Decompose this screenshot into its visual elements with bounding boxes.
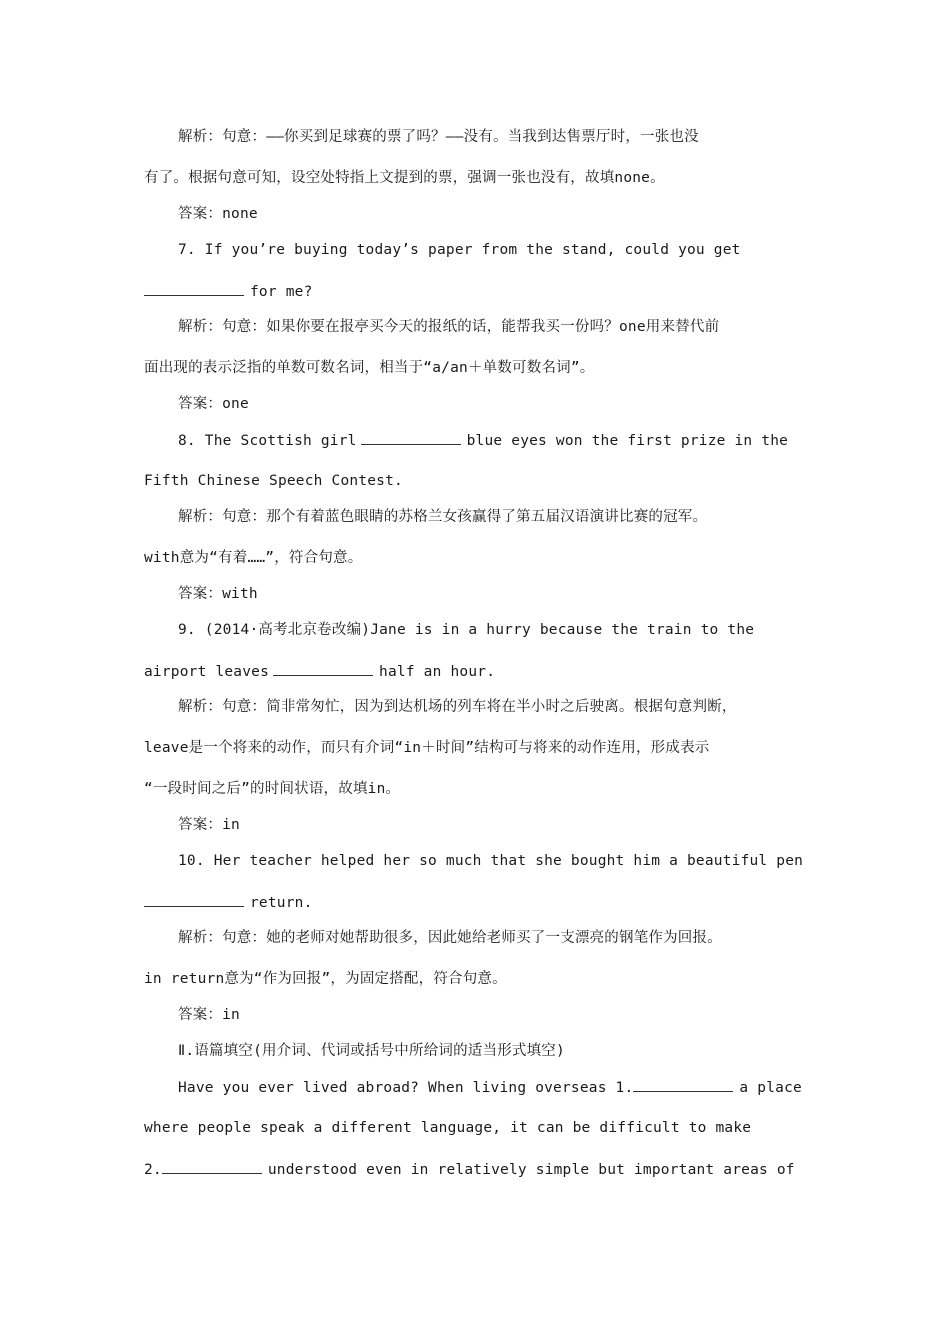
passage-line-2: where people speak a different language, it can be difficult to make xyxy=(144,1120,752,1136)
analysis-9-line-1: 解析：句意：简非常匆忙，因为到达机场的列车将在半小时之后驶离。根据句意判断， xyxy=(178,699,737,715)
passage-line-1 xyxy=(178,1077,802,1098)
answer-blank[interactable] xyxy=(144,281,244,296)
question-7-line-1: 7. If you’re buying today’s paper from the stand, could you get xyxy=(178,242,741,258)
answer-blank[interactable] xyxy=(361,430,461,445)
analysis-8-line-2: with意为“有着……”，符合句意。 xyxy=(144,550,363,566)
question-10-line-1: 10. Her teacher helped her so much that she bought him a beautiful pen xyxy=(178,853,804,869)
analysis-10-line-2: in return意为“作为回报”，为固定搭配，符合句意。 xyxy=(144,971,507,987)
answer-7: 答案：one xyxy=(178,396,249,412)
analysis-8-line-1: 解析：句意：那个有着蓝色眼睛的苏格兰女孩赢得了第五届汉语演讲比赛的冠军。 xyxy=(178,509,708,525)
passage-text-post: a place xyxy=(739,1080,802,1096)
passage-line-3 xyxy=(144,1159,795,1180)
question-8-line-2: Fifth Chinese Speech Contest. xyxy=(144,473,403,489)
answer-blank[interactable] xyxy=(633,1077,733,1092)
question-9-text-pre: airport leaves xyxy=(144,664,270,680)
question-8-line-1 xyxy=(178,430,788,451)
question-9-text-post: half an hour. xyxy=(379,664,496,680)
analysis-6-line-2: 有了。根据句意可知，设空处特指上文提到的票，强调一张也没有，故填none。 xyxy=(144,170,665,186)
question-8-text-pre: 8. The Scottish girl xyxy=(178,433,357,449)
question-9-line-1: 9. (2014·高考北京卷改编)Jane is in a hurry because the train to the xyxy=(178,622,755,638)
answer-8: 答案：with xyxy=(178,586,258,602)
question-9-line-2 xyxy=(144,661,495,682)
analysis-7-line-1: 解析：句意：如果你要在报亭买今天的报纸的话，能帮我买一份吗？one用来替代前 xyxy=(178,319,720,335)
question-10-text: return. xyxy=(250,895,313,911)
analysis-7-line-2: 面出现的表示泛指的单数可数名词，相当于“a/an＋单数可数名词”。 xyxy=(144,360,595,376)
passage-text-pre: Have you ever lived abroad? When living overseas 1. xyxy=(178,1080,634,1096)
question-7-text: for me? xyxy=(250,284,313,300)
answer-blank[interactable] xyxy=(273,661,373,676)
answer-6: 答案：none xyxy=(178,206,258,222)
analysis-9-line-2: leave是一个将来的动作，而只有介词“in＋时间”结构可与将来的动作连用，形成表示 xyxy=(144,740,710,756)
answer-blank[interactable] xyxy=(144,892,244,907)
answer-blank[interactable] xyxy=(162,1159,262,1174)
section-2-heading: Ⅱ.语篇填空(用介词、代词或括号中所给词的适当形式填空) xyxy=(178,1043,565,1059)
question-7-line-2 xyxy=(144,281,313,302)
passage-blank-number: 2. xyxy=(144,1162,162,1178)
answer-10: 答案：in xyxy=(178,1007,240,1023)
question-10-line-2 xyxy=(144,892,313,913)
analysis-10-line-1: 解析：句意：她的老师对她帮助很多，因此她给老师买了一支漂亮的钢笔作为回报。 xyxy=(178,930,722,946)
passage-text-post: understood even in relatively simple but important areas of xyxy=(267,1162,795,1178)
analysis-9-line-3: “一段时间之后”的时间状语，故填in。 xyxy=(144,781,401,797)
question-8-text-post: blue eyes won the first prize in the xyxy=(466,433,789,449)
analysis-6-line-1: 解析：句意：——你买到足球赛的票了吗？——没有。当我到达售票厅时，一张也没 xyxy=(178,129,699,145)
answer-9: 答案：in xyxy=(178,817,240,833)
